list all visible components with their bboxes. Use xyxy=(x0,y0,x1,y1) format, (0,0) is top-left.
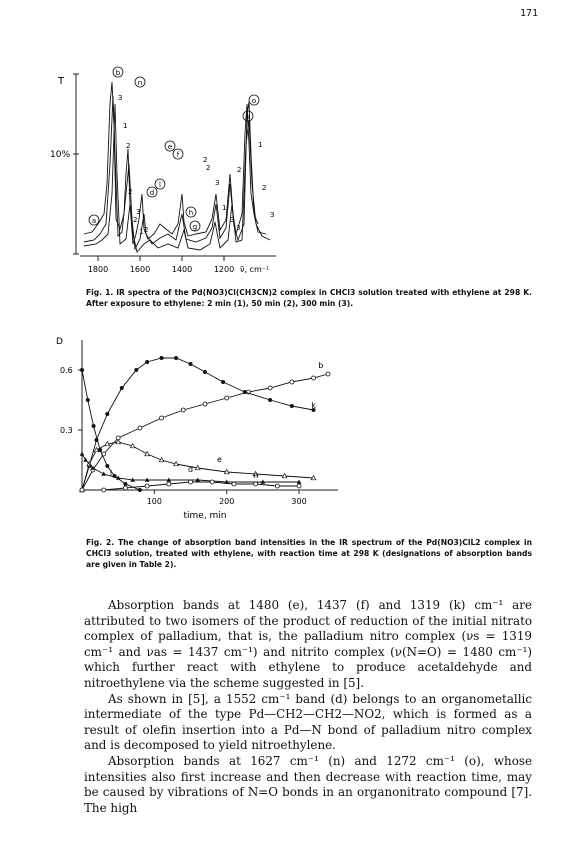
svg-text:2: 2 xyxy=(128,188,133,196)
fig2-point-k xyxy=(105,412,109,416)
fig2-point-k xyxy=(268,398,272,402)
fig1-x-tick-1400: 1400 xyxy=(171,265,193,274)
fig1-x-tick-1200: 1200 xyxy=(213,265,235,274)
fig2-point-l xyxy=(86,398,90,402)
fig2-series-label-e: e xyxy=(217,455,222,464)
fig2-point-b xyxy=(203,402,207,406)
svg-text:o: o xyxy=(251,97,257,105)
fig2-point-n xyxy=(145,484,149,488)
fig2-point-e xyxy=(94,448,99,452)
fig2-point-n xyxy=(189,480,193,484)
fig1-caption: Fig. 1. IR spectra of the Pd(NO3)Cl(CH3CN)2 complex in CHCl3 solution treated with ethylene at 298 K. After exposure to ethylene: 2 min (1), 50 min (2), 300 min (3). xyxy=(86,288,532,308)
body-paragraph-2: As shown in [5], a 1552 cm⁻¹ band (d) belongs to an organometallic intermediate of the type Pd—CH2—CH2—NO2, which is formed as a result of olefin insertion into a Pd—N bond of palladium nitro complex and is decomposed to yield nitroethylene. xyxy=(84,691,532,753)
svg-text:1: 1 xyxy=(258,141,263,149)
fig2-point-l xyxy=(113,474,117,478)
fig2-x-tick-label: 200 xyxy=(219,497,235,506)
fig2-point-n xyxy=(297,484,301,488)
fig2-point-k xyxy=(221,380,225,384)
fig1-x-tick-1800: 1800 xyxy=(87,265,109,274)
fig2-point-n xyxy=(80,488,84,492)
fig1-band-label-d xyxy=(147,187,157,197)
svg-text:2: 2 xyxy=(237,166,242,174)
fig2-point-n xyxy=(254,482,258,486)
fig2-point-k xyxy=(134,368,138,372)
fig1-band-label-l xyxy=(155,179,165,189)
fig2-series-k xyxy=(80,356,316,492)
fig2-y-tick-label: 0.6 xyxy=(60,366,73,375)
fig1-y-label: T xyxy=(58,76,65,87)
fig2-point-n xyxy=(232,482,236,486)
svg-text:2: 2 xyxy=(206,164,211,172)
svg-text:2: 2 xyxy=(203,156,208,164)
fig2-point-k xyxy=(243,390,247,394)
svg-text:k: k xyxy=(245,113,251,121)
fig2-point-l xyxy=(98,448,102,452)
fig1-x-tick-1600: 1600 xyxy=(129,265,151,274)
fig2-point-b xyxy=(326,372,330,376)
fig1-band-label-o xyxy=(249,95,259,105)
fig2-point-d xyxy=(80,452,85,456)
fig2-point-b xyxy=(225,396,229,400)
fig2-point-l xyxy=(92,424,96,428)
fig2-point-e xyxy=(145,452,150,456)
fig2-point-b xyxy=(138,426,142,430)
svg-text:a: a xyxy=(91,217,97,225)
fig1-band-label-f xyxy=(173,149,183,159)
svg-text:f: f xyxy=(176,151,180,159)
fig1-ir-spectra xyxy=(40,44,340,284)
fig1-band-label-k xyxy=(243,111,253,121)
svg-text:3: 3 xyxy=(270,211,275,219)
fig2-point-b xyxy=(268,386,272,390)
svg-text:3: 3 xyxy=(236,224,241,232)
body-paragraph-1: Absorption bands at 1480 (e), 1437 (f) and 1319 (k) cm⁻¹ are attributed to two isomers of the product of reduction of the initial nitrato complex of palladium, that is, the palladium nitro complex (νs = 1319 cm⁻¹ and νas = 1437 cm⁻¹) and nitrito complex (ν(N=O) = 1480 cm⁻¹) which further react with ethylene to produce acetaldehyde and nitroethylene via the scheme suggested in [5]. xyxy=(84,598,532,690)
fig2-x-tick-label: 300 xyxy=(291,497,307,506)
fig2-line-k xyxy=(82,358,314,490)
fig2-series-label-l: l xyxy=(109,469,113,478)
fig2-series-d xyxy=(80,452,302,484)
fig1-band-label-a xyxy=(89,215,99,225)
fig2-point-n xyxy=(275,484,279,488)
fig2-line-b xyxy=(82,374,328,490)
fig2-series-e xyxy=(80,440,316,492)
fig2-y-tick-label: 0.3 xyxy=(60,426,73,435)
fig2-series-label-n: n xyxy=(253,471,259,480)
fig2-series-label-d: d xyxy=(187,465,194,474)
svg-text:e: e xyxy=(167,143,173,151)
fig2-chart xyxy=(40,330,360,530)
svg-text:g: g xyxy=(192,223,198,231)
fig2-point-k xyxy=(174,356,178,360)
fig2-point-b xyxy=(181,408,185,412)
fig1-band-label-n xyxy=(135,77,145,87)
fig1-band-label-g xyxy=(190,221,200,231)
fig2-series-label-k: k xyxy=(311,401,316,410)
fig2-series-label-b: b xyxy=(318,361,324,370)
fig2-y-label: D xyxy=(56,337,63,347)
body-paragraph-3: Absorption bands at 1627 cm⁻¹ (n) and 1272 cm⁻¹ (o), whose intensities also first increase and then decrease with reaction time, may be caused by vibrations of N=O bonds in an organonitrato compound [7]. The high xyxy=(84,753,532,815)
fig1-band-label-e xyxy=(165,141,175,151)
fig2-point-b xyxy=(290,380,294,384)
svg-text:d: d xyxy=(149,189,155,197)
fig2-point-n xyxy=(210,480,214,484)
fig2-point-l xyxy=(105,464,109,468)
fig2-point-k xyxy=(145,360,149,364)
fig1-x-unit: ν̃, cm⁻¹ xyxy=(240,265,270,274)
svg-text:1: 1 xyxy=(139,228,144,236)
svg-text:3: 3 xyxy=(215,179,220,187)
fig2-point-k xyxy=(160,356,164,360)
fig2-axes xyxy=(56,337,338,521)
fig2-point-l xyxy=(80,368,84,372)
fig2-point-l xyxy=(138,488,142,492)
svg-text:3: 3 xyxy=(230,216,235,224)
fig2-x-tick-label: 100 xyxy=(146,497,162,506)
fig1-x-ticks xyxy=(88,256,269,274)
svg-text:2: 2 xyxy=(262,184,267,192)
body-text xyxy=(84,598,532,816)
fig1-band-label-b xyxy=(113,67,123,77)
fig2-point-n xyxy=(123,486,127,490)
fig2-point-d xyxy=(101,472,106,476)
svg-text:3: 3 xyxy=(136,208,141,216)
svg-text:h: h xyxy=(188,209,194,217)
fig2-caption: Fig. 2. The change of absorption band intensities in the IR spectrum of the Pd(NO3)ClL2 complex in CHCl3 solution, treated with ethylene, with reaction time at 298 K (designations of absorption bands are given in Table 2). xyxy=(86,538,532,569)
svg-text:b: b xyxy=(115,69,121,77)
fig2-point-l xyxy=(123,482,127,486)
svg-text:2: 2 xyxy=(126,142,131,150)
fig2-point-k xyxy=(120,386,124,390)
fig2-point-n xyxy=(167,482,171,486)
fig2-point-k xyxy=(290,404,294,408)
svg-text:3: 3 xyxy=(118,94,123,102)
fig2-series xyxy=(80,356,330,492)
fig2-point-k xyxy=(203,370,207,374)
svg-text:n: n xyxy=(137,79,143,87)
fig2-point-b xyxy=(160,416,164,420)
svg-text:2: 2 xyxy=(133,216,138,224)
fig2-point-b xyxy=(312,376,316,380)
fig2-series-l xyxy=(80,368,142,492)
fig1-band-label-h xyxy=(186,207,196,217)
page-number: 171 xyxy=(519,8,538,19)
svg-text:1: 1 xyxy=(222,204,227,212)
svg-text:l: l xyxy=(159,181,161,189)
fig2-point-n xyxy=(102,488,106,492)
svg-text:2: 2 xyxy=(144,226,149,234)
fig1-scale-label: 10% xyxy=(50,150,71,160)
fig2-x-label: time, min xyxy=(183,511,227,521)
svg-text:1: 1 xyxy=(123,122,128,130)
fig2-point-k xyxy=(189,362,193,366)
fig2-series-b xyxy=(80,361,330,492)
